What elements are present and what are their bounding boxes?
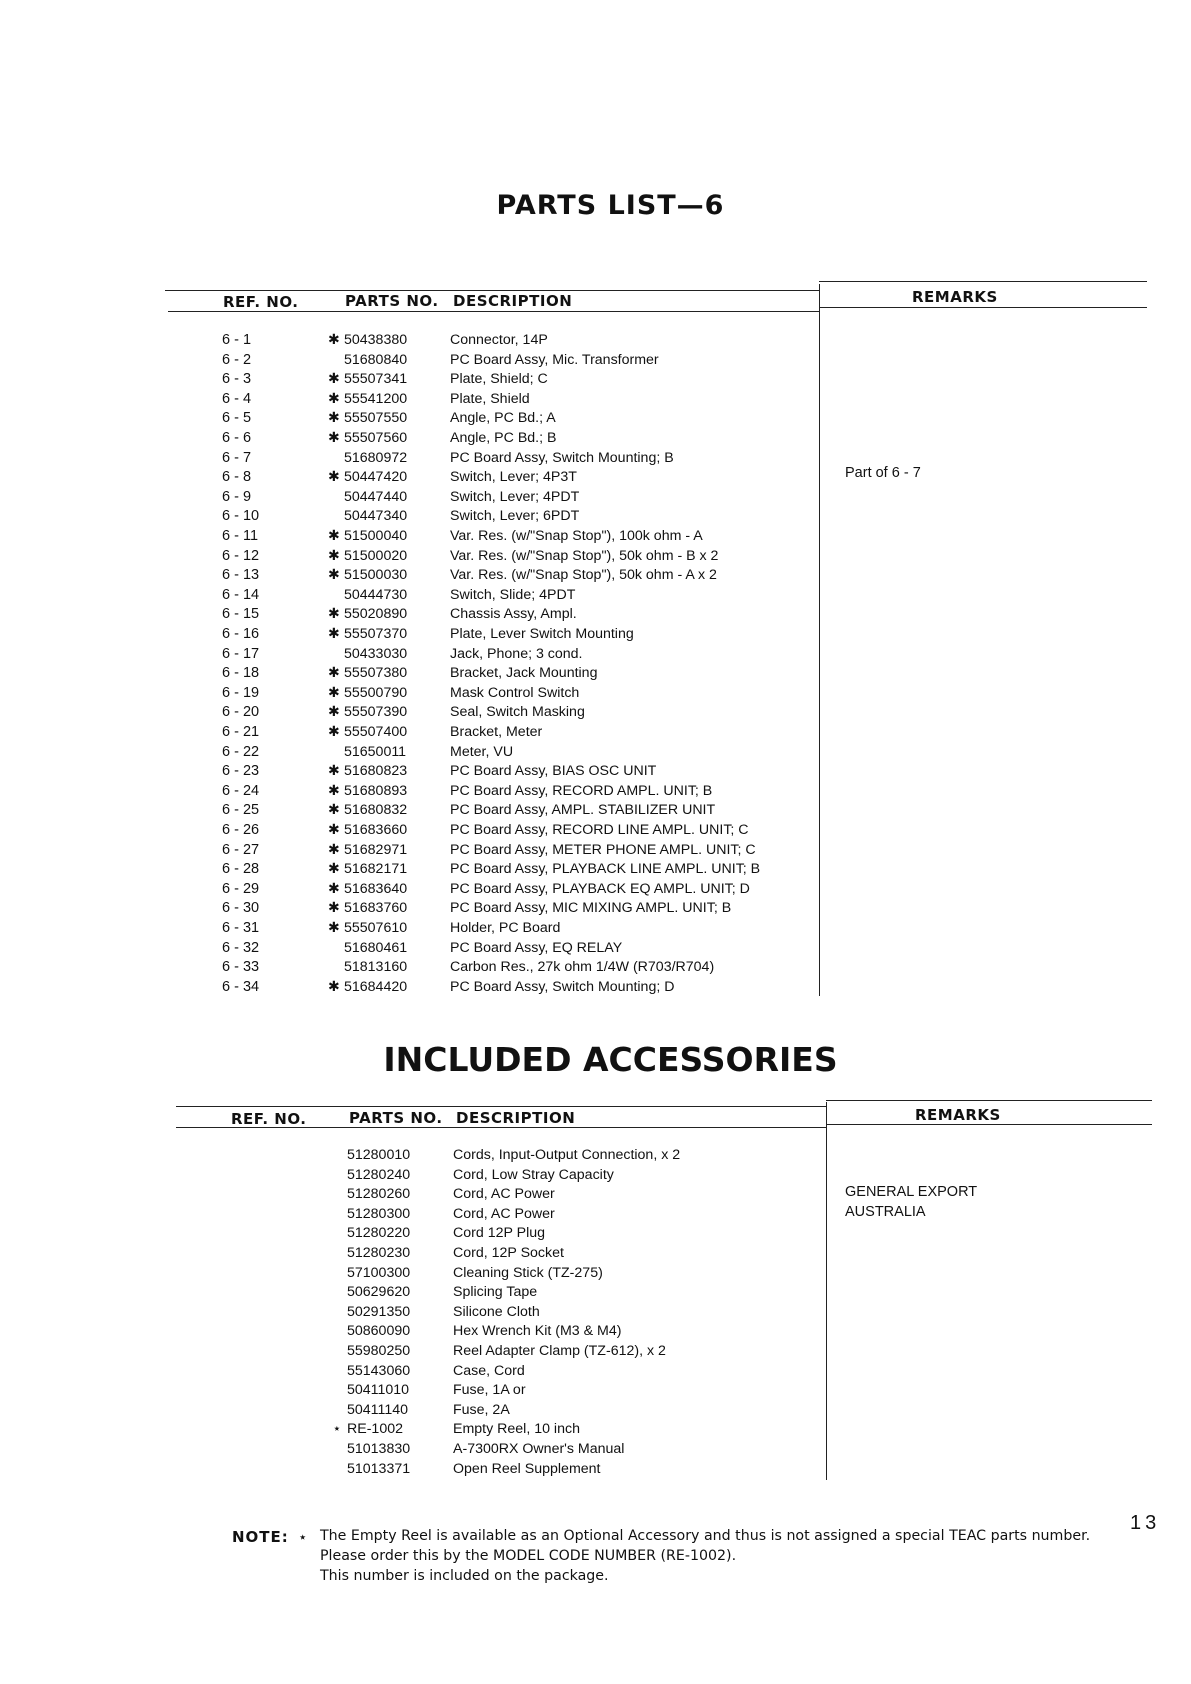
asterisk-icon: ✱ <box>328 332 340 348</box>
parts-no-cell: 51680832 <box>344 802 408 819</box>
description-cell: Var. Res. (w/"Snap Stop"), 50k ohm - B x 2 <box>450 547 719 564</box>
description-cell: PC Board Assy, PLAYBACK EQ AMPL. UNIT; D <box>450 880 750 897</box>
asterisk-icon: ✱ <box>328 665 340 682</box>
acc-header-ref-no: REF. NO. <box>231 1110 307 1128</box>
ref-no-cell: 6 - 8 <box>222 469 252 486</box>
parts-no-cell: 51683660 <box>344 822 408 838</box>
asterisk-icon: ✱ <box>328 547 340 564</box>
parts-no-cell: 55507390 <box>344 704 408 721</box>
description-cell: Cord, AC Power <box>453 1205 555 1222</box>
ref-no-cell: 6 - 15 <box>222 606 260 623</box>
asterisk-icon: ✱ <box>328 704 340 721</box>
ref-no-cell: 6 - 21 <box>222 724 260 740</box>
remarks-divider <box>819 284 820 996</box>
parts-no-cell: 51280240 <box>347 1166 411 1183</box>
parts-no-cell: 51682171 <box>344 861 408 878</box>
ref-no-cell: 6 - 25 <box>222 802 260 819</box>
asterisk-icon: ✱ <box>328 626 340 642</box>
description-cell: Bracket, Jack Mounting <box>450 665 598 682</box>
table-header-rule <box>168 311 819 312</box>
ref-no-cell: 6 - 29 <box>222 880 260 897</box>
ref-no-cell: 6 - 13 <box>222 567 260 584</box>
parts-no-cell: 55507560 <box>344 430 408 446</box>
asterisk-icon: ✱ <box>328 822 340 838</box>
description-cell: Plate, Shield; C <box>450 371 548 388</box>
description-cell: Cords, Input-Output Connection, x 2 <box>453 1147 681 1163</box>
parts-no-cell: 51684420 <box>344 978 408 995</box>
description-cell: Meter, VU <box>450 743 514 760</box>
description-cell: Cord, AC Power <box>453 1186 555 1203</box>
note-line-2: Please order this by the MODEL CODE NUMBER (RE-1002). <box>320 1548 737 1564</box>
note-star-icon: ⋆ <box>298 1528 308 1546</box>
description-cell: PC Board Assy, MIC MIXING AMPL. UNIT; B <box>450 900 732 917</box>
description-cell: Cleaning Stick (TZ-275) <box>453 1264 603 1281</box>
parts-no-cell: RE-1002 <box>347 1421 403 1438</box>
description-cell: PC Board Assy, EQ RELAY <box>450 939 623 956</box>
header-ref-no: REF. NO. <box>223 293 299 311</box>
note-line-1: The Empty Reel is available as an Optional Accessory and thus is not assigned a special TEAC parts number. <box>320 1528 1091 1544</box>
parts-no-cell: 50447340 <box>344 508 408 525</box>
ref-no-cell: 6 - 23 <box>222 763 260 780</box>
asterisk-icon: ✱ <box>328 880 340 897</box>
ref-no-cell: 6 - 34 <box>222 978 260 995</box>
table-top-rule <box>165 290 819 291</box>
ref-no-cell: 6 - 32 <box>222 939 260 956</box>
parts-no-cell: 51683640 <box>344 880 408 897</box>
ref-no-cell: 6 - 16 <box>222 626 260 642</box>
parts-no-cell: 50444730 <box>344 586 408 603</box>
description-cell: Seal, Switch Masking <box>450 704 585 721</box>
asterisk-icon: ✱ <box>328 430 340 446</box>
asterisk-icon: ✱ <box>328 802 340 819</box>
ref-no-cell: 6 - 1 <box>222 332 252 348</box>
acc-remarks-divider <box>826 1102 827 1480</box>
remark-part-of-6-7: Part of 6 - 7 <box>845 465 921 481</box>
description-cell: Chassis Assy, Ampl. <box>450 606 577 623</box>
parts-no-cell: 50433030 <box>344 645 408 662</box>
ref-no-cell: 6 - 31 <box>222 920 260 936</box>
parts-no-cell: 51683760 <box>344 900 408 917</box>
asterisk-icon: ✱ <box>328 861 340 878</box>
ref-no-cell: 6 - 19 <box>222 684 260 701</box>
parts-no-cell: 51280300 <box>347 1205 411 1222</box>
asterisk-icon: ✱ <box>328 900 340 917</box>
parts-no-cell: 51680461 <box>344 939 408 956</box>
description-cell: PC Board Assy, RECORD LINE AMPL. UNIT; C <box>450 822 749 838</box>
description-cell: Switch, Slide; 4PDT <box>450 586 576 603</box>
ref-no-cell: 6 - 14 <box>222 586 260 603</box>
asterisk-icon: ✱ <box>328 371 340 388</box>
description-cell: PC Board Assy, RECORD AMPL. UNIT; B <box>450 782 713 799</box>
parts-list-title: PARTS LIST—6 <box>496 190 725 221</box>
description-cell: PC Board Assy, AMPL. STABILIZER UNIT <box>450 802 716 819</box>
description-cell: PC Board Assy, Mic. Transformer <box>450 351 659 368</box>
asterisk-icon: ✱ <box>328 782 340 799</box>
description-cell: Switch, Lever; 6PDT <box>450 508 580 525</box>
parts-no-cell: 51280230 <box>347 1245 411 1261</box>
description-cell: Cord, Low Stray Capacity <box>453 1166 614 1183</box>
description-cell: Angle, PC Bd.; A <box>450 410 556 427</box>
ref-no-cell: 6 - 6 <box>222 430 252 446</box>
parts-no-cell: 55980250 <box>347 1343 411 1359</box>
note-label: NOTE: <box>232 1528 289 1546</box>
parts-no-cell: 55541200 <box>344 390 408 407</box>
asterisk-icon: ✱ <box>328 763 340 780</box>
parts-no-cell: 51680840 <box>344 351 408 368</box>
ref-no-cell: 6 - 26 <box>222 822 260 838</box>
parts-no-cell: 51013371 <box>347 1460 411 1477</box>
parts-no-cell: 51013830 <box>347 1441 411 1457</box>
description-cell: Reel Adapter Clamp (TZ-612), x 2 <box>453 1343 666 1359</box>
description-cell: Holder, PC Board <box>450 920 561 936</box>
ref-no-cell: 6 - 4 <box>222 390 252 407</box>
description-cell: Connector, 14P <box>450 332 548 348</box>
note-line-3: This number is included on the package. <box>320 1568 609 1584</box>
description-cell: Fuse, 1A or <box>453 1382 526 1399</box>
parts-no-cell: 51680823 <box>344 763 408 780</box>
description-cell: PC Board Assy, PLAYBACK LINE AMPL. UNIT; B <box>450 861 761 878</box>
description-cell: Splicing Tape <box>453 1284 538 1301</box>
description-cell: Cord, 12P Socket <box>453 1245 564 1261</box>
acc-header-description: DESCRIPTION <box>456 1109 576 1127</box>
asterisk-icon: ✱ <box>328 390 340 407</box>
parts-no-cell: 51680972 <box>344 449 408 466</box>
description-cell: A-7300RX Owner's Manual <box>453 1441 625 1457</box>
table-top-rule-remarks <box>819 281 1147 282</box>
ref-no-cell: 6 - 33 <box>222 959 260 976</box>
parts-no-cell: 50629620 <box>347 1284 411 1301</box>
description-cell: Mask Control Switch <box>450 684 580 701</box>
asterisk-icon: ✱ <box>328 684 340 701</box>
description-cell: Fuse, 2A <box>453 1401 510 1418</box>
parts-no-cell: 51280220 <box>347 1225 411 1242</box>
description-cell: Carbon Res., 27k ohm 1/4W (R703/R704) <box>450 959 715 976</box>
description-cell: Plate, Shield <box>450 390 530 407</box>
table-header-rule-remarks <box>819 307 1147 308</box>
parts-no-cell: 57100300 <box>347 1264 411 1281</box>
ref-no-cell: 6 - 22 <box>222 743 260 760</box>
asterisk-icon: ✱ <box>328 469 340 486</box>
accessories-title: INCLUDED ACCESSORIES <box>383 1040 838 1079</box>
description-cell: PC Board Assy, METER PHONE AMPL. UNIT; C <box>450 841 756 858</box>
description-cell: Switch, Lever; 4PDT <box>450 488 580 505</box>
ref-no-cell: 6 - 9 <box>222 488 252 505</box>
page-number: 13 <box>1130 1512 1161 1534</box>
description-cell: PC Board Assy, Switch Mounting; B <box>450 449 674 466</box>
parts-no-cell: 55507341 <box>344 371 408 388</box>
ref-no-cell: 6 - 24 <box>222 782 260 799</box>
description-cell: Open Reel Supplement <box>453 1460 601 1477</box>
acc-table-top-rule-remarks <box>826 1100 1152 1101</box>
description-cell: Switch, Lever; 4P3T <box>450 469 577 486</box>
parts-no-cell: 51500040 <box>344 528 408 544</box>
ref-no-cell: 6 - 10 <box>222 508 260 525</box>
parts-no-cell: 55507610 <box>344 920 408 936</box>
parts-no-cell: 55020890 <box>344 606 408 623</box>
parts-no-cell: 51682971 <box>344 841 408 858</box>
acc-header-parts-no: PARTS NO. <box>349 1109 443 1127</box>
ref-no-cell: 6 - 30 <box>222 900 260 917</box>
header-remarks: REMARKS <box>912 288 998 306</box>
asterisk-icon: ✱ <box>328 978 340 995</box>
description-cell: Bracket, Meter <box>450 724 543 740</box>
description-cell: Hex Wrench Kit (M3 & M4) <box>453 1323 622 1340</box>
description-cell: Var. Res. (w/"Snap Stop"), 100k ohm - A <box>450 528 703 544</box>
ref-no-cell: 6 - 27 <box>222 841 260 858</box>
ref-no-cell: 6 - 17 <box>222 645 260 662</box>
parts-no-cell: 55507400 <box>344 724 408 740</box>
description-cell: Empty Reel, 10 inch <box>453 1421 580 1438</box>
asterisk-icon: ✱ <box>328 606 340 623</box>
parts-no-cell: 55507550 <box>344 410 408 427</box>
asterisk-icon: ✱ <box>328 567 340 584</box>
ref-no-cell: 6 - 20 <box>222 704 260 721</box>
asterisk-icon: ✱ <box>328 920 340 936</box>
ref-no-cell: 6 - 28 <box>222 861 260 878</box>
ref-no-cell: 6 - 18 <box>222 665 260 682</box>
description-cell: Silicone Cloth <box>453 1303 540 1320</box>
description-cell: Plate, Lever Switch Mounting <box>450 626 634 642</box>
parts-no-cell: 55507370 <box>344 626 408 642</box>
parts-no-cell: 50411140 <box>347 1401 409 1418</box>
description-cell: Case, Cord <box>453 1362 525 1379</box>
asterisk-icon: ✱ <box>328 724 340 740</box>
description-cell: Cord 12P Plug <box>453 1225 546 1242</box>
description-cell: Var. Res. (w/"Snap Stop"), 50k ohm - A x 2 <box>450 567 717 584</box>
ref-no-cell: 6 - 7 <box>222 449 252 466</box>
parts-no-cell: 50438380 <box>344 332 408 348</box>
acc-table-top-rule <box>176 1106 826 1107</box>
parts-no-cell: 51280260 <box>347 1186 411 1203</box>
parts-no-cell: 55500790 <box>344 684 408 701</box>
parts-no-cell: 51500030 <box>344 567 408 584</box>
parts-no-cell: 51680893 <box>344 782 408 799</box>
parts-no-cell: 50860090 <box>347 1323 411 1340</box>
acc-header-remarks: REMARKS <box>915 1106 1001 1124</box>
asterisk-icon: ⋆ <box>332 1421 342 1438</box>
parts-no-cell: 55507380 <box>344 665 408 682</box>
ref-no-cell: 6 - 12 <box>222 547 260 564</box>
description-cell: Angle, PC Bd.; B <box>450 430 557 446</box>
ref-no-cell: 6 - 11 <box>222 528 259 544</box>
parts-no-cell: 50447440 <box>344 488 408 505</box>
asterisk-icon: ✱ <box>328 841 340 858</box>
parts-no-cell: 55143060 <box>347 1362 411 1379</box>
ref-no-cell: 6 - 2 <box>222 351 252 368</box>
header-parts-no: PARTS NO. <box>345 292 439 310</box>
acc-table-header-rule-remarks <box>826 1124 1152 1125</box>
parts-no-cell: 51280010 <box>347 1147 411 1163</box>
parts-no-cell: 51650011 <box>344 743 407 760</box>
description-cell: PC Board Assy, Switch Mounting; D <box>450 978 675 995</box>
parts-no-cell: 51813160 <box>344 959 408 976</box>
header-description: DESCRIPTION <box>453 292 573 310</box>
description-cell: Jack, Phone; 3 cond. <box>450 645 583 662</box>
asterisk-icon: ✱ <box>328 410 340 427</box>
asterisk-icon: ✱ <box>328 528 340 544</box>
parts-no-cell: 50291350 <box>347 1303 411 1320</box>
description-cell: PC Board Assy, BIAS OSC UNIT <box>450 763 657 780</box>
remark-australia: AUSTRALIA <box>845 1204 926 1220</box>
remark-general-export: GENERAL EXPORT <box>845 1184 978 1200</box>
ref-no-cell: 6 - 5 <box>222 410 252 427</box>
ref-no-cell: 6 - 3 <box>222 371 252 388</box>
parts-no-cell: 50411010 <box>347 1382 410 1399</box>
parts-no-cell: 51500020 <box>344 547 408 564</box>
parts-no-cell: 50447420 <box>344 469 408 486</box>
